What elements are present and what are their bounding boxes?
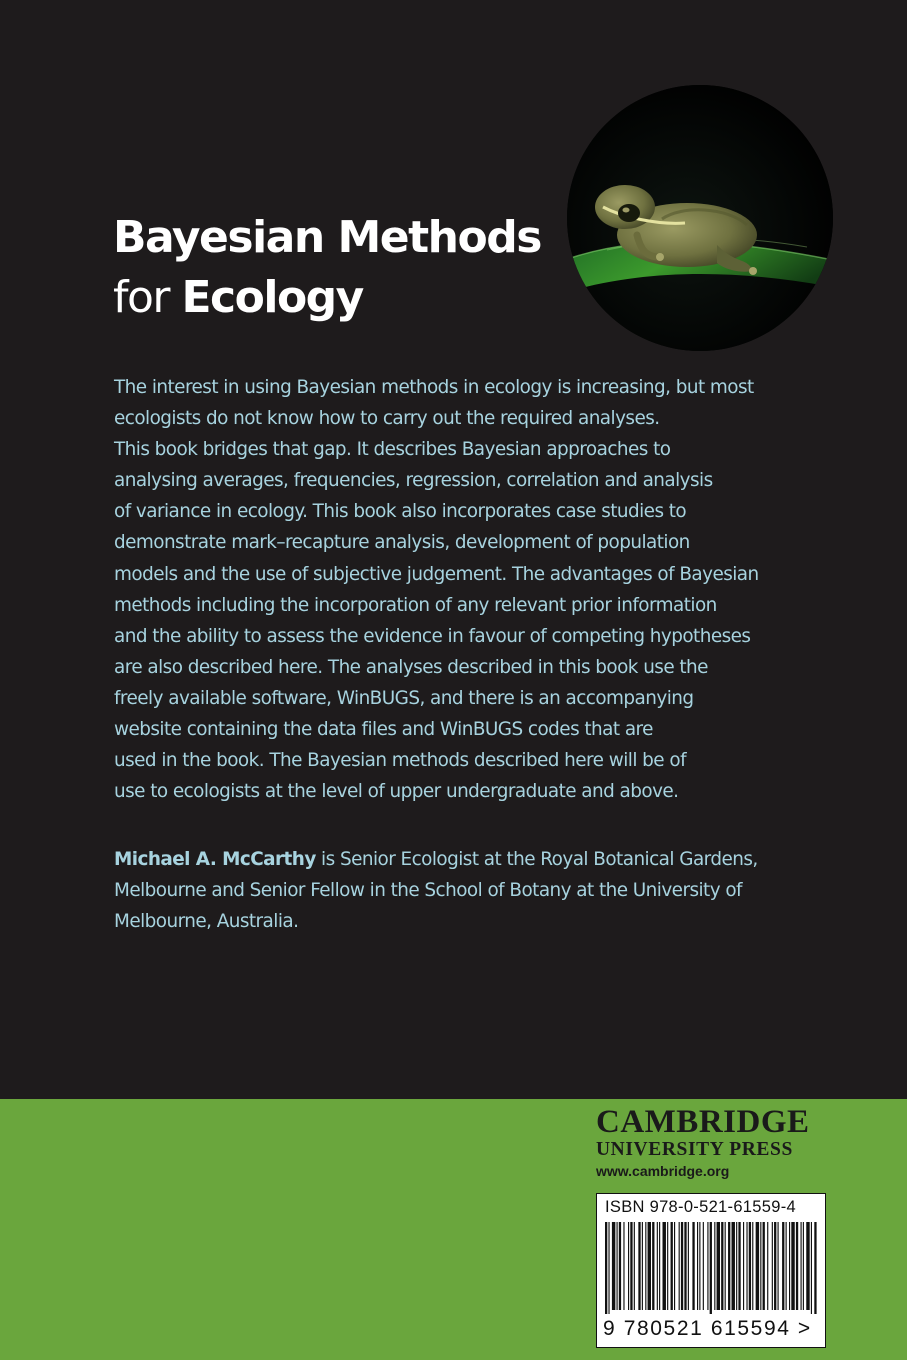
title-line-2-prefix: for (113, 272, 182, 323)
barcode-panel (596, 1193, 826, 1348)
author-bio-line-1 (114, 844, 804, 875)
barcode-bar (721, 1222, 723, 1310)
barcode-bar (814, 1222, 816, 1314)
barcode-bar (659, 1222, 660, 1310)
barcode-bar (634, 1222, 635, 1310)
barcode-bars (604, 1222, 818, 1314)
description-line: ecologists do not know how to carry out the required analyses. (114, 408, 660, 430)
barcode-bar (628, 1222, 629, 1310)
author-bio (114, 844, 804, 937)
book-title (113, 208, 541, 328)
barcode-bar (692, 1222, 694, 1310)
barcode-bar (717, 1222, 720, 1310)
barcode-bar (774, 1222, 776, 1310)
barcode-bar (608, 1222, 609, 1314)
barcode-bar (630, 1222, 632, 1310)
barcode-bar (638, 1222, 640, 1310)
publisher-logo (596, 1104, 826, 1182)
barcode-bar (778, 1222, 779, 1310)
barcode-bar (623, 1222, 624, 1310)
author-name: Michael A. McCarthy (114, 849, 316, 870)
barcode-bar (619, 1222, 621, 1310)
barcode-bar (756, 1222, 759, 1310)
description-line: and the ability to assess the evidence in favour of competing hypotheses (114, 625, 751, 647)
book-description (114, 372, 804, 807)
barcode-bar (738, 1222, 740, 1310)
description-line: freely available software, WinBUGS, and there is an accompanying (114, 687, 694, 709)
barcode-bar (801, 1222, 802, 1310)
description-line: are also described here. The analyses described in this book use the (114, 656, 708, 678)
barcode-digits: 9 780521 615594 > (603, 1317, 812, 1340)
barcode-bar (681, 1222, 683, 1310)
barcode-bar (811, 1222, 812, 1314)
barcode-bar (674, 1222, 675, 1310)
barcode-bar (789, 1222, 790, 1310)
barcode-bar (749, 1222, 751, 1310)
description-line: The interest in using Bayesian methods in ecology is increasing, but most (114, 377, 754, 398)
barcode-bar (684, 1222, 686, 1310)
barcode-bar (697, 1222, 698, 1310)
description-line: website containing the data files and WinBUGS codes that are (114, 719, 653, 741)
barcode-bar (752, 1222, 753, 1310)
barcode-bar (746, 1222, 747, 1310)
barcode-bar (679, 1222, 680, 1310)
barcode-bar (714, 1222, 715, 1310)
description-line: methods including the incorporation of any relevant prior information (114, 594, 717, 616)
barcode-bar (617, 1222, 618, 1310)
barcode-bar (763, 1222, 765, 1310)
barcode-bar (663, 1222, 666, 1310)
title-line-2-bold: Ecology (181, 272, 363, 323)
publisher-name: CAMBRIDGE (596, 1104, 810, 1140)
barcode-bar (732, 1222, 735, 1310)
title-line-2 (113, 268, 541, 328)
isbn-label: ISBN 978-0-521-61559-4 (605, 1198, 796, 1216)
barcode-bar (605, 1222, 607, 1314)
barcode-bar (803, 1222, 804, 1310)
barcode-bar (652, 1222, 654, 1310)
barcode-bar (806, 1222, 809, 1310)
description-line: of variance in ecology. This book also incorporates case studies to (114, 501, 687, 523)
barcode-bar (667, 1222, 668, 1310)
description-line: use to ecologists at the level of upper undergraduate and above. (114, 781, 679, 803)
barcode-bar (688, 1222, 689, 1310)
frog-photo (567, 85, 833, 351)
description-line: This book bridges that gap. It describes Bayesian approaches to (114, 439, 671, 461)
barcode-bar (796, 1222, 798, 1310)
barcode-bar (642, 1222, 643, 1310)
barcode-bar (645, 1222, 646, 1310)
author-bio-line-1-rest: is Senior Ecologist at the Royal Botanical Gardens, (315, 849, 758, 870)
author-bio-line-2: Melbourne and Senior Fellow in the School of Botany at the University of (114, 880, 742, 902)
title-line-1: Bayesian Methods (113, 212, 541, 263)
barcode-bar (703, 1222, 704, 1310)
barcode-bar (648, 1222, 651, 1310)
barcode-bar (760, 1222, 761, 1310)
barcode-bar (612, 1222, 615, 1310)
barcode-bar (707, 1222, 708, 1310)
barcode-bar (657, 1222, 658, 1310)
description-line: used in the book. The Bayesian methods described here will be of (114, 750, 686, 772)
description-line: models and the use of subjective judgement. The advantages of Bayesian (114, 563, 759, 585)
barcode-bar (699, 1222, 700, 1310)
publisher-subtitle: UNIVERSITY PRESS (596, 1139, 793, 1160)
barcode-bar (791, 1222, 794, 1310)
barcode-bar (710, 1222, 712, 1314)
author-bio-line-3: Melbourne, Australia. (114, 911, 299, 933)
barcode-bar (743, 1222, 744, 1310)
barcode-bar (671, 1222, 673, 1310)
barcode-bar (736, 1222, 737, 1310)
frog-on-leaf-image (567, 85, 833, 351)
barcode-bar (772, 1222, 773, 1310)
barcode-bar (725, 1222, 726, 1310)
barcode-bar (782, 1222, 784, 1310)
publisher-url: www.cambridge.org (596, 1163, 730, 1179)
barcode-bar (728, 1222, 730, 1310)
description-line: demonstrate mark–recapture analysis, development of population (114, 532, 690, 554)
description-line: analysing averages, frequencies, regression, correlation and analysis (114, 470, 713, 492)
barcode-bar (786, 1222, 787, 1310)
barcode-bar (767, 1222, 768, 1310)
